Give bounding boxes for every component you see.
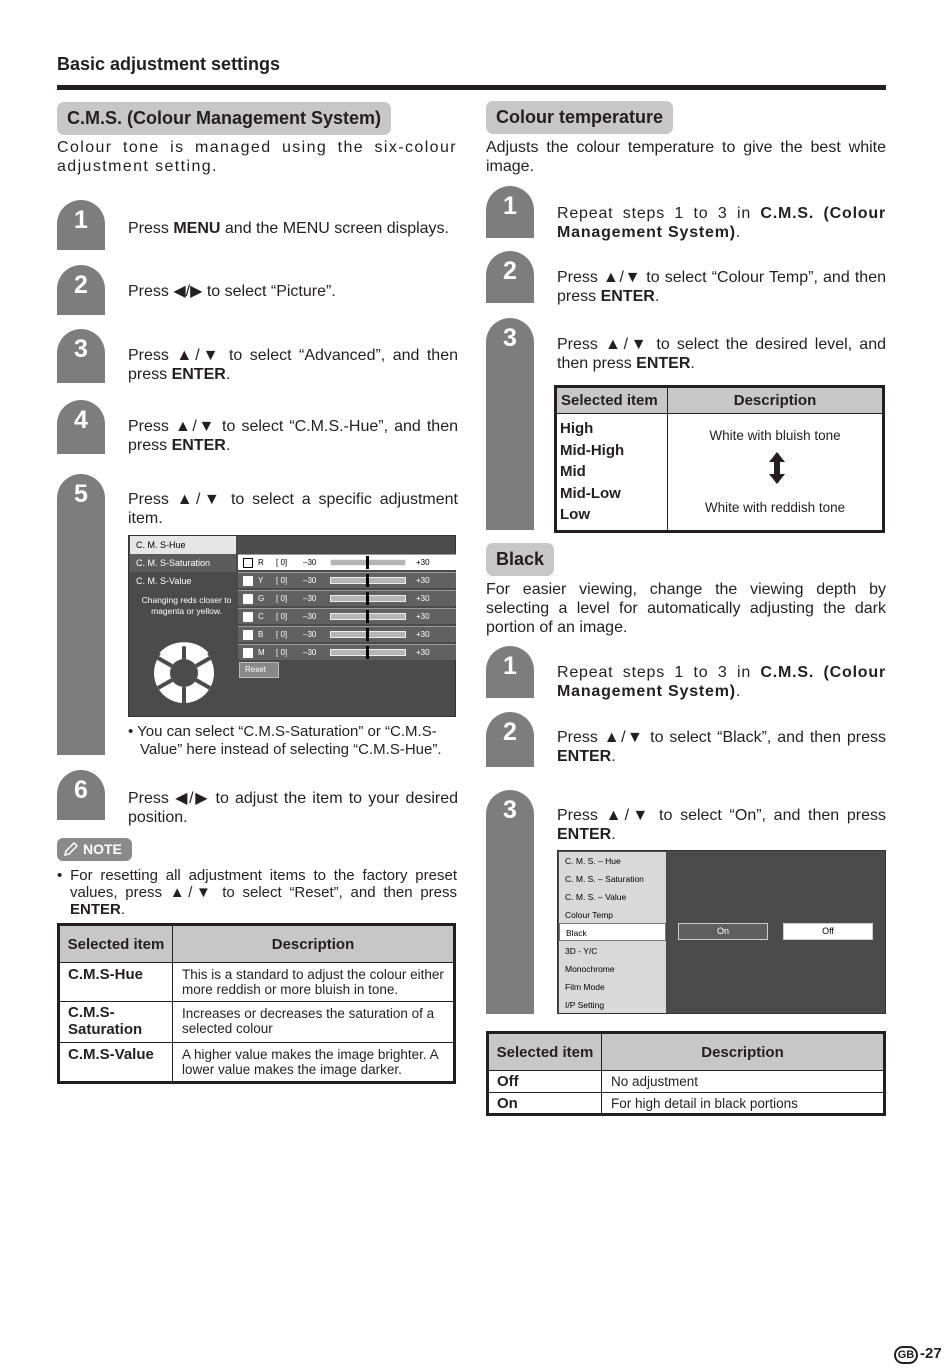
option-off-button[interactable]: Off xyxy=(783,923,873,940)
row-min: –30 xyxy=(303,594,317,603)
table-row xyxy=(59,963,455,1002)
desc-top: White with bluish tone xyxy=(709,428,841,443)
cms-row-c[interactable] xyxy=(238,608,456,624)
slider-knob[interactable] xyxy=(366,592,369,605)
step-text: Press MENU and the MENU screen displays. xyxy=(128,220,449,237)
colour-temp-levels xyxy=(556,414,668,532)
step5-bullet: • You can select “C.M.S-Saturation” or “C.M.S-Value” here instead of selecting “C.M.S-Hue”. xyxy=(128,723,442,758)
cms-caption: Changing reds closer to magenta or yellow. xyxy=(141,595,232,616)
step-text: Press ▲/▼ to select “Black”, and then press ENTER. xyxy=(557,729,886,765)
header-rule xyxy=(57,85,886,90)
menu-item-cms-value[interactable]: C. M. S. – Value xyxy=(565,892,627,902)
step-text: Press ▲/▼ to select “C.M.S.-Hue”, and then press ENTER. xyxy=(128,418,458,454)
step-text: Press ▲/▼ to select “Colour Temp”, and then press ENTER. xyxy=(557,269,886,305)
level-item: Low xyxy=(560,506,590,523)
menu-item-3d-yc[interactable]: 3D - Y/C xyxy=(565,946,598,956)
colour-wheel-icon xyxy=(151,636,217,706)
row-max: +30 xyxy=(416,648,430,657)
step-number: 3 xyxy=(503,324,517,352)
colour-temp-desc xyxy=(668,414,884,532)
step-text: Press ▲/▼ to select a specific adjustment item. xyxy=(128,491,458,527)
row-label: C xyxy=(258,612,264,621)
colour-temp-intro: Adjusts the colour temperature to give the best white image. xyxy=(486,139,886,175)
slider-knob[interactable] xyxy=(366,574,369,587)
row-item: C.M.S-Value xyxy=(59,1043,173,1083)
black-table xyxy=(486,1031,886,1116)
menu-item-black[interactable]: Black xyxy=(559,923,666,941)
slider-knob[interactable] xyxy=(366,556,369,569)
menu-item-cms-value[interactable]: C. M. S-Value xyxy=(136,576,192,586)
menu-item-colour-temp[interactable]: Colour Temp xyxy=(565,910,614,920)
level-item: Mid xyxy=(560,463,586,480)
cms-row-b[interactable] xyxy=(238,626,456,642)
step-number: 2 xyxy=(74,271,88,299)
pencil-icon xyxy=(63,842,79,857)
checkbox[interactable] xyxy=(243,612,253,622)
menu-item-cms-saturation[interactable]: C. M. S-Saturation xyxy=(130,554,236,572)
row-value: [ 0] xyxy=(276,612,288,621)
step-number: 4 xyxy=(74,406,88,434)
checkbox[interactable] xyxy=(243,558,253,568)
checkbox[interactable] xyxy=(243,594,253,604)
row-desc: A higher value makes the image brighter. A lower value makes the image darker. xyxy=(173,1043,455,1083)
col-header: Selected item xyxy=(59,925,173,963)
checkbox[interactable] xyxy=(243,648,253,658)
page-number: -27 xyxy=(920,1345,942,1362)
col-header: Selected item xyxy=(488,1033,602,1071)
step-number: 1 xyxy=(503,652,517,680)
row-value: [ 0] xyxy=(276,576,288,585)
region-badge: GB xyxy=(894,1346,918,1364)
step-text: Press ▲/▼ to select the desired level, and then press ENTER. xyxy=(557,336,886,372)
option-on-button[interactable]: On xyxy=(678,923,768,940)
row-min: –30 xyxy=(303,648,317,657)
row-min: –30 xyxy=(303,612,317,621)
row-max: +30 xyxy=(416,594,430,603)
table-row xyxy=(488,1093,885,1115)
reset-button[interactable]: Reset xyxy=(239,662,279,678)
step-number: 2 xyxy=(503,718,517,746)
row-max: +30 xyxy=(416,612,430,621)
col-header: Selected item xyxy=(556,387,668,414)
cms-row-g[interactable] xyxy=(238,590,456,606)
row-max: +30 xyxy=(416,558,430,567)
row-max: +30 xyxy=(416,576,430,585)
step-text: Press ◀/▶ to adjust the item to your desired position. xyxy=(128,790,458,826)
row-min: –30 xyxy=(303,630,317,639)
note-text: • For resetting all adjustment items to the factory preset values, press ▲/▼ to select “Reset”, and then press ENTER. xyxy=(57,867,457,918)
menu-item-cms-hue[interactable]: C. M. S. – Hue xyxy=(565,856,621,866)
menu-item-cms-hue[interactable]: C. M. S-Hue xyxy=(130,536,236,554)
cms-items-table xyxy=(57,923,456,1084)
step-text: Repeat steps 1 to 3 in C.M.S. (Colour Management System). xyxy=(557,664,886,700)
slider-knob[interactable] xyxy=(366,646,369,659)
note-label: NOTE xyxy=(83,841,122,857)
desc-bottom: White with reddish tone xyxy=(704,500,846,515)
row-value: [ 0] xyxy=(276,648,288,657)
step-text: Press ◀/▶ to select “Picture”. xyxy=(128,283,336,300)
colour-temp-section-title: Colour temperature xyxy=(486,101,673,134)
row-label: B xyxy=(258,630,264,639)
step-number: 6 xyxy=(74,776,88,804)
row-min: –30 xyxy=(303,576,317,585)
step-text: Press ▲/▼ to select “Advanced”, and then press ENTER. xyxy=(128,347,458,383)
table-row xyxy=(488,1071,885,1093)
row-label: Y xyxy=(258,576,264,585)
step-number: 1 xyxy=(503,192,517,220)
black-intro: For easier viewing, change the viewing depth by selecting a level for automatically adjusting the dark portion of an image. xyxy=(486,581,886,636)
row-label: G xyxy=(258,594,265,603)
table-row xyxy=(59,1043,455,1083)
black-settings-screen xyxy=(557,850,886,1014)
row-desc: This is a standard to adjust the colour either more reddish or more bluish in tone. xyxy=(173,963,455,1002)
row-item: C.M.S-Hue xyxy=(59,963,173,1002)
level-item: Mid-High xyxy=(560,441,625,459)
level-item: High xyxy=(560,420,594,437)
col-header: Description xyxy=(668,387,884,414)
step-number: 5 xyxy=(74,480,88,508)
row-desc: Increases or decreases the saturation of a selected colour xyxy=(173,1002,455,1043)
row-desc: For high detail in black portions xyxy=(602,1093,885,1115)
cms-intro: Colour tone is managed using the six-colour adjustment setting. xyxy=(57,139,457,175)
row-min: –30 xyxy=(303,558,317,567)
row-max: +30 xyxy=(416,630,430,639)
menu-item-monochrome[interactable]: Monochrome xyxy=(565,964,615,974)
cms-row-y[interactable] xyxy=(238,572,456,588)
up-down-arrow-icon xyxy=(768,452,786,484)
slider-knob[interactable] xyxy=(366,610,369,623)
step-text: Repeat steps 1 to 3 in C.M.S. (Colour Management System). xyxy=(557,205,886,241)
page-title: Basic adjustment settings xyxy=(57,54,281,74)
menu-item-ip-setting[interactable]: I/P Setting xyxy=(565,1000,605,1010)
step-number: 1 xyxy=(74,206,88,234)
checkbox[interactable] xyxy=(243,576,253,586)
step-number: 3 xyxy=(503,796,517,824)
row-value: [ 0] xyxy=(276,594,288,603)
row-value: [ 0] xyxy=(276,558,288,567)
row-label: M xyxy=(258,648,265,657)
cms-section-title: C.M.S. (Colour Management System) xyxy=(57,102,391,135)
step-number: 2 xyxy=(503,257,517,285)
black-section-title: Black xyxy=(486,543,554,576)
step-number: 3 xyxy=(74,335,88,363)
table-row xyxy=(59,1002,455,1043)
step-tab xyxy=(57,474,105,755)
cms-row-r[interactable] xyxy=(238,554,456,570)
col-header: Description xyxy=(173,925,455,963)
row-item: Off xyxy=(488,1071,602,1093)
step-text: Press ▲/▼ to select “On”, and then press ENTER. xyxy=(557,807,886,843)
col-header: Description xyxy=(602,1033,885,1071)
colour-temp-table xyxy=(554,385,885,533)
menu-item-cms-saturation[interactable]: C. M. S. – Saturation xyxy=(565,874,644,884)
row-item: On xyxy=(488,1093,602,1115)
cms-row-m[interactable] xyxy=(238,644,456,660)
row-label: R xyxy=(258,558,264,567)
row-desc: No adjustment xyxy=(602,1071,885,1093)
level-item: Mid-Low xyxy=(560,484,621,502)
row-item: C.M.S-Saturation xyxy=(59,1002,173,1043)
cms-adjust-screen xyxy=(128,535,456,717)
note-badge xyxy=(57,838,132,861)
slider-knob[interactable] xyxy=(366,628,369,641)
checkbox[interactable] xyxy=(243,630,253,640)
row-value: [ 0] xyxy=(276,630,288,639)
menu-item-film-mode[interactable]: Film Mode xyxy=(565,982,605,992)
